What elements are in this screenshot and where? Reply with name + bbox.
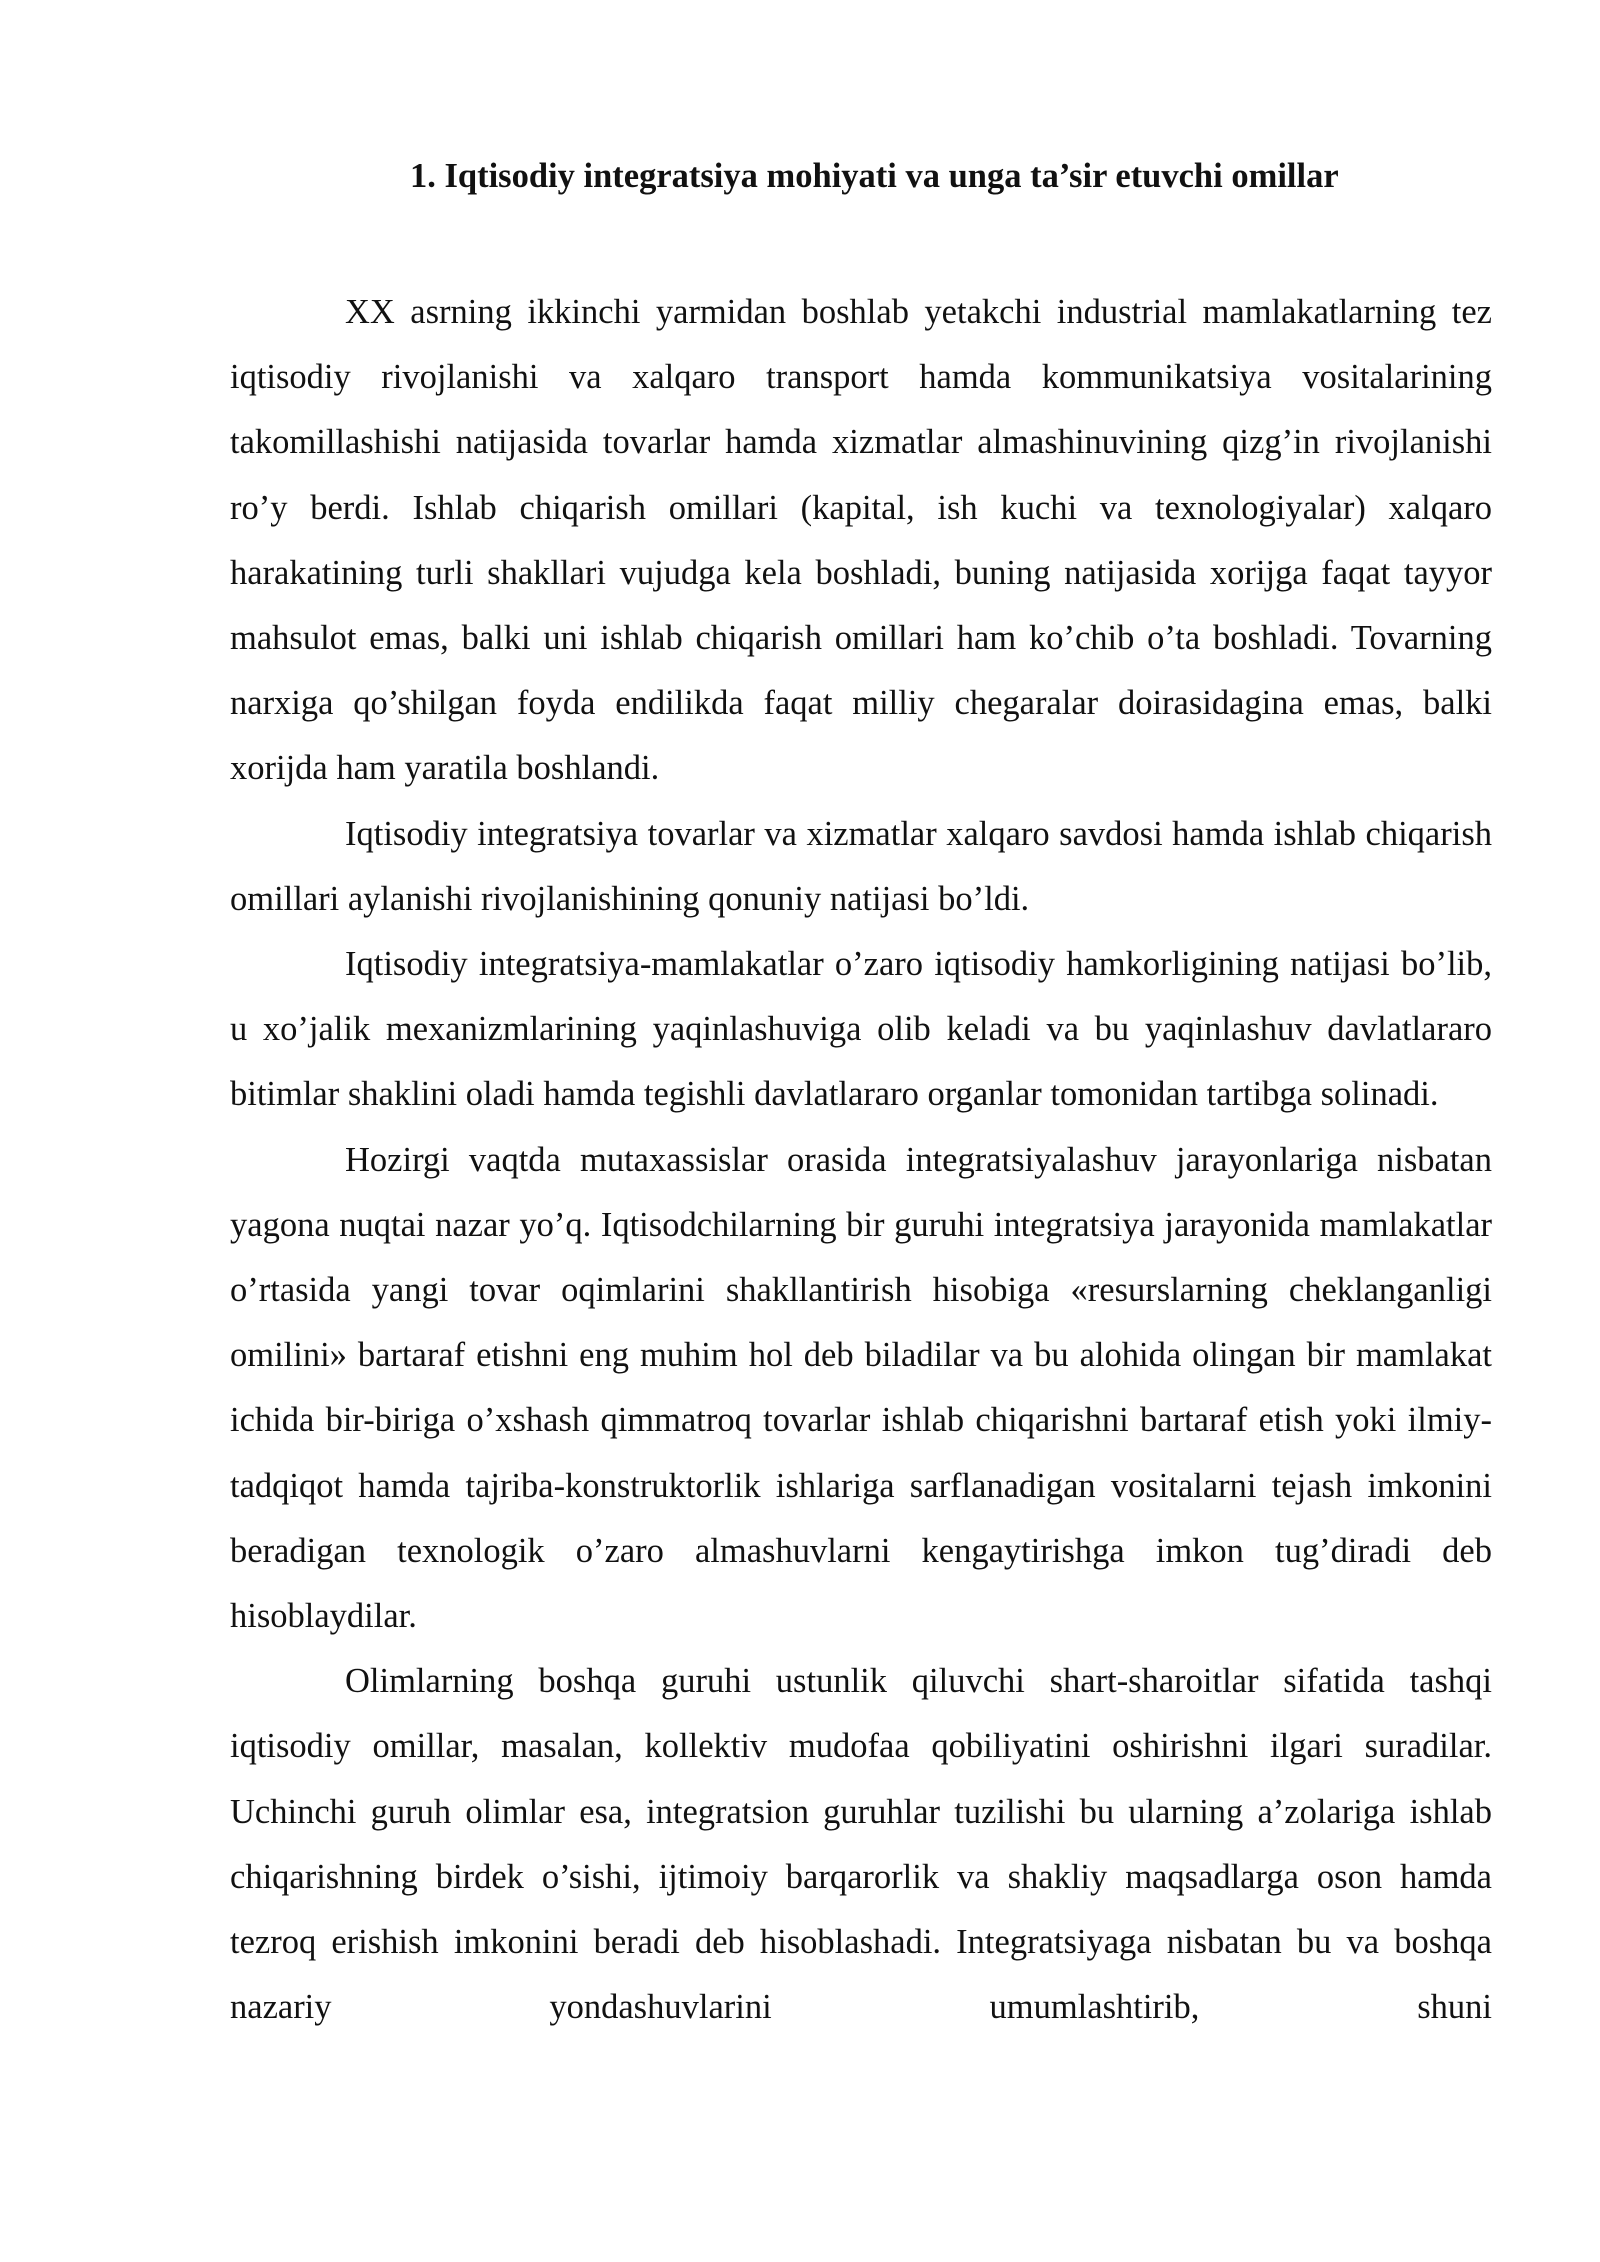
document-body [230,280,1492,2040]
paragraph-1: XX asrning ikkinchi yarmidan boshlab yetakchi industrial mamlakatlarning tez iqtisodiy rivojlanishi va xalqaro transport hamda kommunikatsiya vositalarining takomillashishi natijasida tovarlar hamda xizmatlar almashinuvining qizg’in rivojlanishi ro’y berdi. Ishlab chiqarish omillari (kapital, ish kuchi va texnologiyalar) xalqaro harakatining turli shakllari vujudga kela boshladi, buning natijasida xorijga faqat tayyor mahsulot emas, balki uni ishlab chiqarish omillari ham ko’chib o’ta boshladi. Tovarning narxiga qo’shilgan foyda endilikda faqat milliy chegaralar doirasidagina emas, balki xorijda ham yaratila boshlandi. [230,293,1492,788]
paragraph-5: Olimlarning boshqa guruhi ustunlik qiluvchi shart-sharoitlar sifatida tashqi iqtisodiy omillar, masalan, kollektiv mudofaa qobiliyatini oshirishni ilgari suradilar. Uchinchi guruh olimlar esa, integratsion guruhlar tuzilishi bu ularning a’zolariga ishlab chiqarishning birdek o’sishi, ijtimoiy barqarorlik va shakliy maqsadlarga oson hamda tezroq erishish imkonini beradi deb hisoblashadi. Integratsiyaga nisbatan bu va boshqa nazariy yondashuvlarini umumlashtirib, shuni [230,1662,1492,2027]
section-heading: 1. Iqtisodiy integratsiya mohiyati va unga ta’sir etuvchi omillar [410,157,1339,195]
paragraph-2: Iqtisodiy integratsiya tovarlar va xizmatlar xalqaro savdosi hamda ishlab chiqarish omillari aylanishi rivojlanishining qonuniy natijasi bo’ldi. [230,814,1492,918]
paragraph-4: Hozirgi vaqtda mutaxassislar orasida integratsiyalashuv jarayonlariga nisbatan yagona nuqtai nazar yo’q. Iqtisodchilarning bir guruhi integratsiya jarayonida mamlakatlar o’rtasida yangi tovar oqimlarini shakllantirish hisobiga «resurslarning cheklanganligi omilini» bartaraf etishni eng muhim hol deb biladilar va bu alohida olingan bir mamlakat ichida bir-biriga o’xshash qimmatroq tovarlar ishlab chiqarishni bartaraf etish yoki ilmiy-tadqiqot hamda tajriba-konstruktorlik ishlariga sarflanadigan vositalarni tejash imkonini beradigan texnologik o’zaro almashuvlarni kengaytirishga imkon tug’diradi deb hisoblaydilar. [230,1140,1492,1636]
paragraph-3: Iqtisodiy integratsiya-mamlakatlar o’zaro iqtisodiy hamkorligining natijasi bo’lib, u xo’jalik mexanizmlarining yaqinlashuviga olib keladi va bu yaqinlashuv davlatlararo bitimlar shaklini oladi hamda tegishli davlatlararo organlar tomonidan tartibga solinadi. [230,945,1492,1114]
